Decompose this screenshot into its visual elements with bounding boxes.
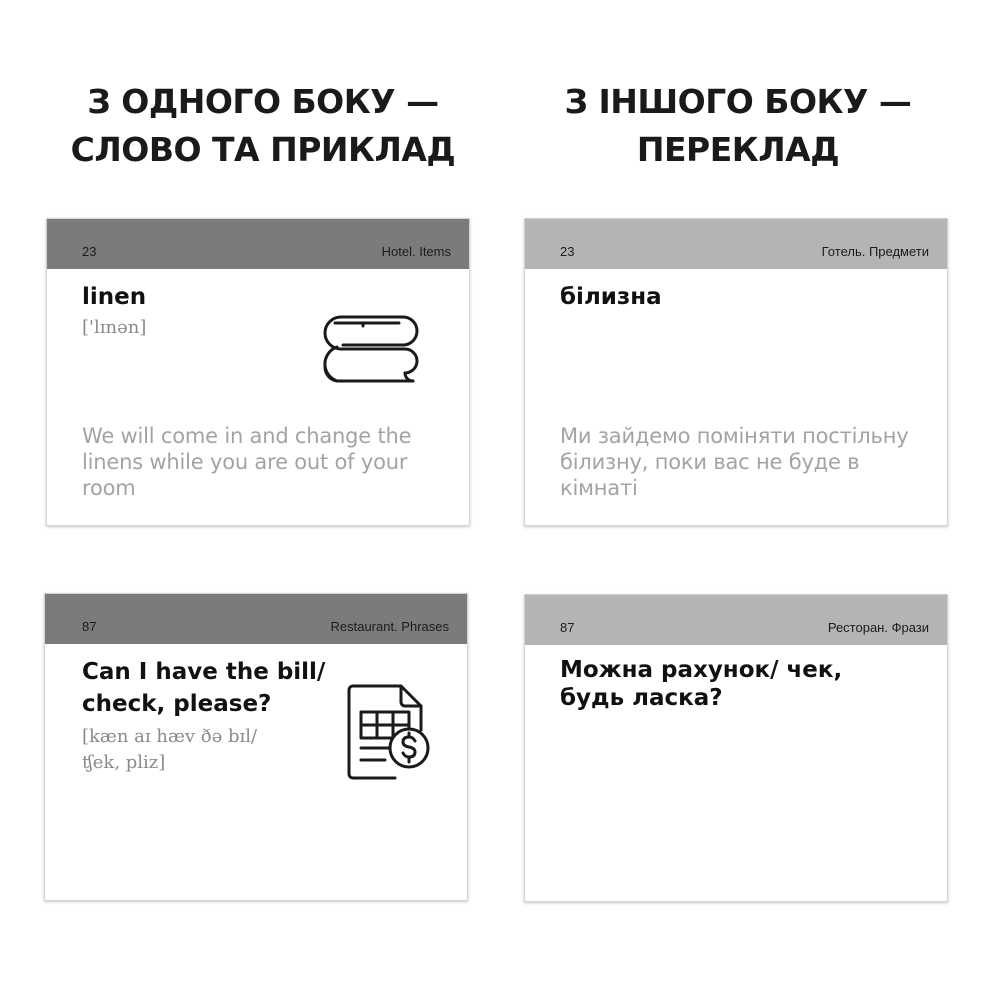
card-transcription-line-2: ʧek, pliz]	[82, 752, 166, 773]
card-number: 23	[560, 244, 575, 259]
card-translation: білизна	[560, 284, 662, 310]
card-transcription-line-1: [kæn aɪ hæv ðə bɪl/	[82, 726, 258, 747]
left-side-heading	[53, 78, 473, 174]
card-number: 87	[560, 620, 575, 635]
card-example-sentence: We will come in and change the linens while you are out of your room	[82, 424, 412, 500]
folded-linen-icon	[319, 311, 423, 389]
card-example-translation: Ми зайдемо поміняти постільну білизну, поки вас не буде в кімнаті	[560, 424, 909, 500]
card-number: 87	[82, 619, 97, 634]
card-header	[525, 595, 947, 645]
card-transcription	[82, 724, 257, 776]
flashcard-bill-back	[524, 594, 948, 902]
card-phrase-line-1: Can I have the bill/	[82, 659, 326, 685]
card-category: Ресторан. Фрази	[827, 620, 929, 635]
right-heading-line-2: ПЕРЕКЛАД	[636, 130, 840, 169]
right-heading-line-1: З ІНШОГО БОКУ —	[564, 82, 912, 121]
left-heading-line-1: З ОДНОГО БОКУ —	[87, 82, 439, 121]
card-header	[47, 219, 469, 269]
card-phrase-line-2: check, please?	[82, 691, 272, 717]
card-header	[45, 594, 467, 644]
right-side-heading	[528, 78, 948, 174]
card-phrase-translation-line-1: Можна рахунок/ чек,	[560, 657, 843, 683]
card-word: linen	[82, 284, 147, 310]
flashcard-bill-front	[44, 593, 468, 901]
card-phrase-translation	[560, 656, 842, 712]
flashcard-linen-front	[46, 218, 470, 526]
flashcard-linen-back	[524, 218, 948, 526]
card-phrase-translation-line-2: будь ласка?	[560, 685, 723, 711]
card-phrase	[82, 656, 325, 720]
card-category: Готель. Предмети	[821, 244, 929, 259]
card-category: Hotel. Items	[381, 244, 451, 259]
bill-document-dollar-icon	[345, 682, 437, 782]
card-number: 23	[82, 244, 97, 259]
left-heading-line-2: СЛОВО ТА ПРИКЛАД	[70, 130, 456, 169]
card-header	[525, 219, 947, 269]
card-transcription: ['lɪnən]	[82, 317, 147, 338]
card-category: Restaurant. Phrases	[330, 619, 449, 634]
